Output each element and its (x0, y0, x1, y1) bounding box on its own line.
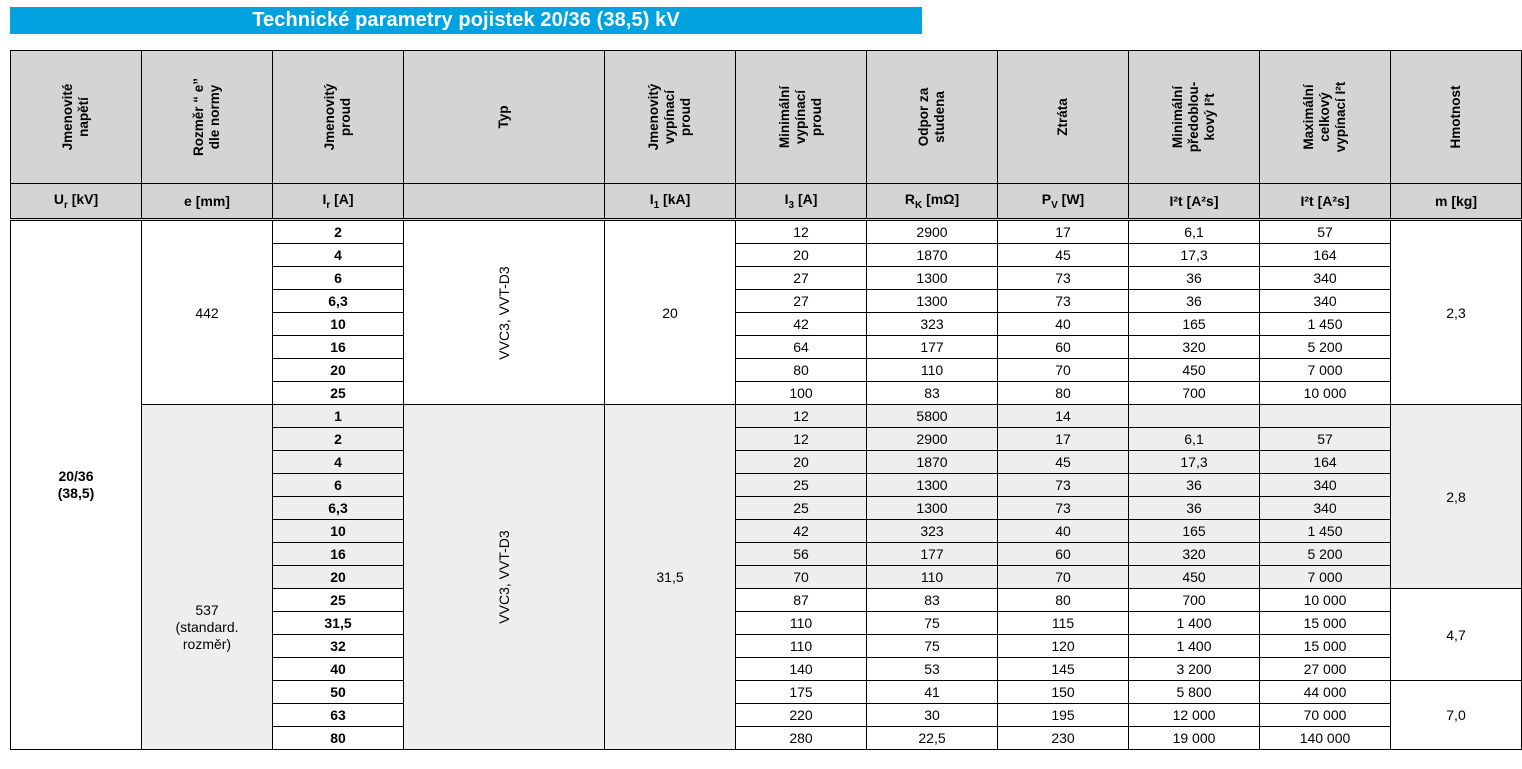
table-cell: 17,3 (1129, 451, 1260, 474)
header-cell (1260, 51, 1391, 184)
table-cell: 40 (998, 520, 1129, 543)
mass-cell: 2,8 (1391, 405, 1522, 589)
header-cell (11, 51, 142, 184)
table-cell: 80 (998, 589, 1129, 612)
table-cell: 17 (998, 428, 1129, 451)
table-cell: 17 (998, 220, 1129, 244)
unit-cell: e [mm] (142, 184, 273, 220)
table-cell: 73 (998, 497, 1129, 520)
header-label: Maximální celkový vypínací I²t (1301, 81, 1348, 153)
table-cell: 1 400 (1129, 635, 1260, 658)
table-cell: 320 (1129, 336, 1260, 359)
rated-current-cell: 32 (273, 635, 404, 658)
table-cell: 1870 (867, 244, 998, 267)
unit-cell: $I_1$ [kA] (605, 184, 736, 220)
table-cell: 36 (1129, 290, 1260, 313)
rated-current-cell: 50 (273, 681, 404, 704)
voltage-cell: 20/36 (38,5) (11, 220, 142, 750)
table-cell: 340 (1260, 267, 1391, 290)
unit-cell: I²t [A²s] (1260, 184, 1391, 220)
rated-current-cell: 2 (273, 428, 404, 451)
rated-current-cell: 40 (273, 658, 404, 681)
table-cell: 12 (736, 405, 867, 428)
table-cell: 1 450 (1260, 520, 1391, 543)
table-cell: 12 000 (1129, 704, 1260, 727)
rated-current-cell: 25 (273, 589, 404, 612)
table-cell: 115 (998, 612, 1129, 635)
table-cell: 53 (867, 658, 998, 681)
table-cell: 80 (736, 359, 867, 382)
header-cell (605, 51, 736, 184)
table-cell: 70 (736, 566, 867, 589)
table-cell: 1 450 (1260, 313, 1391, 336)
table-cell: 22,5 (867, 727, 998, 750)
unit-cell: I²t [A²s] (1129, 184, 1260, 220)
table-cell: 83 (867, 382, 998, 405)
table-row (11, 405, 1522, 428)
header-cell (867, 51, 998, 184)
size-cell: 537 (standard. rozměr) (142, 405, 273, 750)
table-cell: 12 (736, 220, 867, 244)
table-cell: 110 (867, 359, 998, 382)
rated-current-cell: 10 (273, 313, 404, 336)
table-cell: 140 (736, 658, 867, 681)
table-cell: 44 000 (1260, 681, 1391, 704)
table-cell: 165 (1129, 520, 1260, 543)
table-cell (1260, 405, 1391, 428)
table-cell: 100 (736, 382, 867, 405)
table-cell: 220 (736, 704, 867, 727)
table-cell: 323 (867, 313, 998, 336)
rated-current-cell: 20 (273, 359, 404, 382)
size-cell: 442 (142, 220, 273, 405)
table-cell: 45 (998, 244, 1129, 267)
table-cell: 140 000 (1260, 727, 1391, 750)
table-cell: 15 000 (1260, 635, 1391, 658)
mass-cell: 7,0 (1391, 681, 1522, 750)
table-cell: 145 (998, 658, 1129, 681)
table-cell: 230 (998, 727, 1129, 750)
rated-current-cell: 4 (273, 451, 404, 474)
table-cell: 340 (1260, 497, 1391, 520)
header-label: Jmenovitý vypínací proud (646, 83, 693, 151)
table-cell: 75 (867, 635, 998, 658)
table-cell: 70 (998, 359, 1129, 382)
table-cell: 87 (736, 589, 867, 612)
table-cell: 150 (998, 681, 1129, 704)
table-cell: 164 (1260, 451, 1391, 474)
rated-current-cell: 16 (273, 336, 404, 359)
table-cell: 70 000 (1260, 704, 1391, 727)
header-label: Jmenovitý proud (322, 83, 353, 151)
table-cell: 110 (736, 612, 867, 635)
unit-cell: $R_K$ [mΩ] (867, 184, 998, 220)
page-title: Technické parametry pojistek 20/36 (38,5) kV (10, 7, 922, 34)
table-cell: 60 (998, 336, 1129, 359)
table-cell: 120 (998, 635, 1129, 658)
table-cell: 14 (998, 405, 1129, 428)
header-cell (1391, 51, 1522, 184)
type-cell (404, 220, 605, 405)
rated-current-cell: 31,5 (273, 612, 404, 635)
table-cell: 450 (1129, 566, 1260, 589)
header-label: Ztráta (1055, 98, 1070, 136)
table-cell: 27 (736, 267, 867, 290)
table-cell: 280 (736, 727, 867, 750)
table-cell: 340 (1260, 474, 1391, 497)
header-cell (404, 51, 605, 184)
rated-current-cell: 6 (273, 267, 404, 290)
table-cell: 27 000 (1260, 658, 1391, 681)
table-cell: 42 (736, 520, 867, 543)
table-cell: 1300 (867, 290, 998, 313)
table-cell: 20 (736, 244, 867, 267)
table-cell: 25 (736, 474, 867, 497)
rated-current-cell: 6,3 (273, 497, 404, 520)
header-cell (1129, 51, 1260, 184)
table-cell: 450 (1129, 359, 1260, 382)
table-cell: 12 (736, 428, 867, 451)
table-cell: 195 (998, 704, 1129, 727)
rated-current-cell: 1 (273, 405, 404, 428)
table-cell: 5 200 (1260, 336, 1391, 359)
units-row (11, 184, 1522, 220)
unit-cell: $I_3$ [A] (736, 184, 867, 220)
table-cell: 41 (867, 681, 998, 704)
table-cell: 73 (998, 474, 1129, 497)
fuse-parameters-table (10, 50, 1522, 750)
table-cell: 36 (1129, 474, 1260, 497)
table-cell: 1300 (867, 474, 998, 497)
breaking-current-cell: 31,5 (605, 405, 736, 750)
mass-cell: 4,7 (1391, 589, 1522, 681)
table-cell: 80 (998, 382, 1129, 405)
rated-current-cell: 6 (273, 474, 404, 497)
table-cell: 6,1 (1129, 220, 1260, 244)
rated-current-cell: 25 (273, 382, 404, 405)
table-cell: 7 000 (1260, 359, 1391, 382)
table-cell: 5 800 (1129, 681, 1260, 704)
table-cell: 45 (998, 451, 1129, 474)
table-row (11, 220, 1522, 244)
table-cell: 2900 (867, 220, 998, 244)
table-cell: 40 (998, 313, 1129, 336)
table-cell: 57 (1260, 220, 1391, 244)
table-cell: 2900 (867, 428, 998, 451)
table-cell: 57 (1260, 428, 1391, 451)
table-cell: 340 (1260, 290, 1391, 313)
table-cell: 110 (736, 635, 867, 658)
unit-cell: m [kg] (1391, 184, 1522, 220)
header-cell (736, 51, 867, 184)
unit-cell: $U_r$ [kV] (11, 184, 142, 220)
table-cell: 20 (736, 451, 867, 474)
table-cell: 19 000 (1129, 727, 1260, 750)
table-cell: 36 (1129, 267, 1260, 290)
table-cell: 56 (736, 543, 867, 566)
table-cell: 5 200 (1260, 543, 1391, 566)
table-cell: 10 000 (1260, 382, 1391, 405)
rated-current-cell: 6,3 (273, 290, 404, 313)
header-label: Minimální předoblou- kový I²t (1170, 81, 1217, 153)
table-cell: 15 000 (1260, 612, 1391, 635)
unit-cell: $P_V$ [W] (998, 184, 1129, 220)
table-cell: 70 (998, 566, 1129, 589)
table-cell: 73 (998, 290, 1129, 313)
header-label: Jmenovité napětí (60, 83, 91, 151)
table-cell: 60 (998, 543, 1129, 566)
header-label: Hmotnost (1448, 85, 1463, 149)
table-cell: 1 400 (1129, 612, 1260, 635)
table-cell: 700 (1129, 589, 1260, 612)
table-cell: 164 (1260, 244, 1391, 267)
header-cell (142, 51, 273, 184)
table-cell: 75 (867, 612, 998, 635)
table-cell: 36 (1129, 497, 1260, 520)
table-cell: 177 (867, 336, 998, 359)
table-cell: 175 (736, 681, 867, 704)
table-cell: 83 (867, 589, 998, 612)
table-cell: 1870 (867, 451, 998, 474)
header-row (11, 51, 1522, 184)
table-cell: 73 (998, 267, 1129, 290)
table-cell: 323 (867, 520, 998, 543)
table-cell: 1300 (867, 267, 998, 290)
header-label: Typ (496, 105, 511, 129)
rated-current-cell: 80 (273, 727, 404, 750)
table-cell: 17,3 (1129, 244, 1260, 267)
header-label: Odpor za studena (916, 87, 947, 147)
type-cell (404, 405, 605, 750)
table-cell: 165 (1129, 313, 1260, 336)
table-cell: 42 (736, 313, 867, 336)
table-cell: 6,1 (1129, 428, 1260, 451)
rated-current-cell: 16 (273, 543, 404, 566)
header-cell (998, 51, 1129, 184)
mass-cell: 2,3 (1391, 220, 1522, 405)
table-cell: 3 200 (1129, 658, 1260, 681)
table-cell: 64 (736, 336, 867, 359)
type-label: VVC3, VVT-D3 (496, 530, 512, 624)
header-cell (273, 51, 404, 184)
table-cell: 10 000 (1260, 589, 1391, 612)
rated-current-cell: 4 (273, 244, 404, 267)
rated-current-cell: 10 (273, 520, 404, 543)
table-cell: 5800 (867, 405, 998, 428)
table-cell: 177 (867, 543, 998, 566)
table-cell: 30 (867, 704, 998, 727)
header-label: Minimální vypínací proud (777, 85, 824, 149)
table-cell: 320 (1129, 543, 1260, 566)
unit-cell: $I_r$ [A] (273, 184, 404, 220)
rated-current-cell: 2 (273, 220, 404, 244)
breaking-current-cell: 20 (605, 220, 736, 405)
table-cell: 700 (1129, 382, 1260, 405)
rated-current-cell: 20 (273, 566, 404, 589)
table-cell: 27 (736, 290, 867, 313)
table-cell (1129, 405, 1260, 428)
rated-current-cell: 63 (273, 704, 404, 727)
table-cell: 7 000 (1260, 566, 1391, 589)
table-cell: 110 (867, 566, 998, 589)
table-cell: 25 (736, 497, 867, 520)
header-label: Rozměr “ e” dle normy (191, 77, 222, 157)
type-label: VVC3, VVT-D3 (496, 265, 512, 360)
table-cell: 1300 (867, 497, 998, 520)
